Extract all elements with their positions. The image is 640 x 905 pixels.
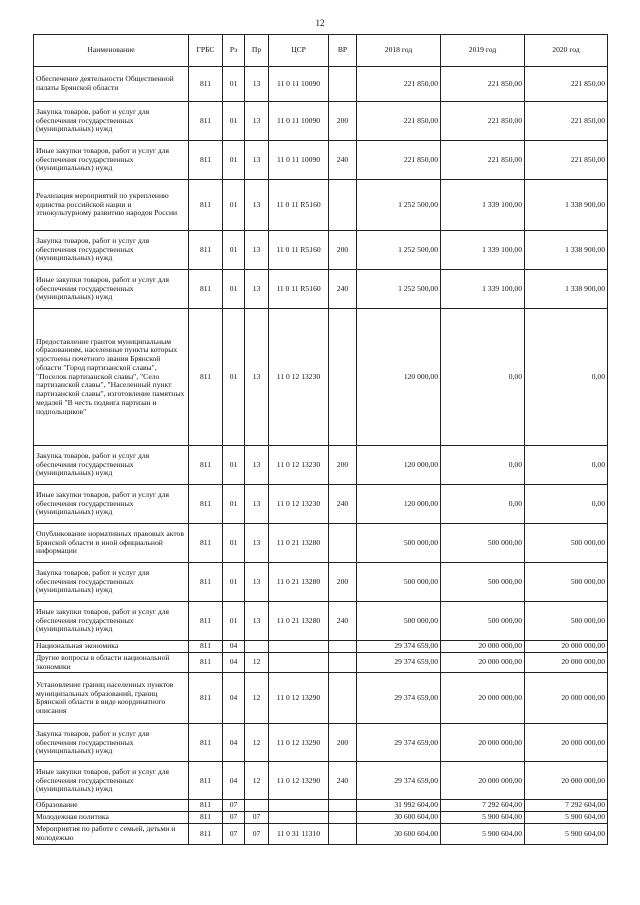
cell-vr <box>329 673 357 724</box>
cell-pr: 13 <box>245 231 269 270</box>
cell-csr <box>269 641 329 653</box>
cell-grbs: 811 <box>189 724 223 762</box>
table-row <box>34 231 608 270</box>
cell-rz: 01 <box>223 602 245 641</box>
cell-name: Другие вопросы в области национальной экономики <box>34 653 189 673</box>
cell-2018: 31 992 604,00 <box>357 800 441 812</box>
cell-rz: 07 <box>223 800 245 812</box>
cell-2020: 7 292 604,00 <box>525 800 608 812</box>
cell-name: Иные закупки товаров, работ и услуг для обеспечения государственных (муниципальных) нужд <box>34 485 189 524</box>
cell-2020: 221 850,00 <box>525 102 608 141</box>
cell-grbs: 811 <box>189 823 223 844</box>
cell-2019: 1 339 100,00 <box>441 270 525 309</box>
cell-pr: 12 <box>245 724 269 762</box>
cell-2018: 29 374 659,00 <box>357 653 441 673</box>
cell-csr: 11 0 11 R5160 <box>269 231 329 270</box>
cell-2020: 1 338 900,00 <box>525 180 608 231</box>
cell-2019: 20 000 000,00 <box>441 762 525 800</box>
table-row <box>34 141 608 180</box>
table-row <box>34 102 608 141</box>
cell-pr <box>245 641 269 653</box>
cell-pr: 07 <box>245 812 269 824</box>
cell-csr: 11 0 12 13290 <box>269 724 329 762</box>
cell-2019: 7 292 604,00 <box>441 800 525 812</box>
cell-2018: 30 600 604,00 <box>357 812 441 824</box>
cell-pr <box>245 800 269 812</box>
cell-name: Национальная экономика <box>34 641 189 653</box>
cell-2020: 500 000,00 <box>525 602 608 641</box>
cell-2019: 1 339 100,00 <box>441 180 525 231</box>
cell-2019: 20 000 000,00 <box>441 673 525 724</box>
cell-csr: 11 0 21 13280 <box>269 524 329 563</box>
cell-2020: 1 338 900,00 <box>525 270 608 309</box>
table-row <box>34 180 608 231</box>
cell-2019: 20 000 000,00 <box>441 653 525 673</box>
cell-rz: 04 <box>223 724 245 762</box>
cell-2018: 30 600 604,00 <box>357 823 441 844</box>
cell-pr: 13 <box>245 485 269 524</box>
cell-vr: 240 <box>329 270 357 309</box>
table-row <box>34 673 608 724</box>
cell-2020: 221 850,00 <box>525 141 608 180</box>
cell-csr: 11 0 31 11310 <box>269 823 329 844</box>
cell-rz: 01 <box>223 563 245 602</box>
cell-2020: 0,00 <box>525 309 608 446</box>
cell-grbs: 811 <box>189 309 223 446</box>
cell-csr: 11 0 21 13280 <box>269 602 329 641</box>
budget-table <box>33 34 608 845</box>
cell-rz: 01 <box>223 524 245 563</box>
cell-rz: 01 <box>223 231 245 270</box>
cell-name: Молодежная политика <box>34 812 189 824</box>
cell-2020: 1 338 900,00 <box>525 231 608 270</box>
cell-pr: 12 <box>245 673 269 724</box>
table-row <box>34 485 608 524</box>
cell-grbs: 811 <box>189 563 223 602</box>
header-2018: 2018 год <box>357 35 441 67</box>
cell-name: Иные закупки товаров, работ и услуг для обеспечения государственных (муниципальных) нужд <box>34 602 189 641</box>
cell-2019: 500 000,00 <box>441 563 525 602</box>
cell-name: Предоставление грантов муниципальным образованиям, населенные пункты которых удостоены почетного звания Брянской области "Город партизанской славы", "Поселок партизанской славы", "Село партизанской славы", "Населенный пункт партизанской славы", изготовление памятных медалей "В честь подвига партизан и подпольщиков" <box>34 309 189 446</box>
cell-2019: 20 000 000,00 <box>441 724 525 762</box>
cell-rz: 07 <box>223 823 245 844</box>
cell-2018: 221 850,00 <box>357 102 441 141</box>
cell-2019: 221 850,00 <box>441 102 525 141</box>
cell-vr <box>329 309 357 446</box>
cell-grbs: 811 <box>189 231 223 270</box>
cell-grbs: 811 <box>189 800 223 812</box>
cell-pr: 07 <box>245 823 269 844</box>
table-row <box>34 724 608 762</box>
page-number: 12 <box>315 18 325 28</box>
header-2019: 2019 год <box>441 35 525 67</box>
table-header-row <box>34 35 608 67</box>
cell-name: Реализация мероприятий по укреплению единства российской нации и этнокультурному развитию народов России <box>34 180 189 231</box>
table-row <box>34 446 608 485</box>
cell-2018: 29 374 659,00 <box>357 641 441 653</box>
cell-2020: 0,00 <box>525 485 608 524</box>
cell-2018: 221 850,00 <box>357 67 441 102</box>
cell-rz: 01 <box>223 141 245 180</box>
table-row <box>34 641 608 653</box>
cell-vr <box>329 180 357 231</box>
header-pr: Пр <box>245 35 269 67</box>
cell-2019: 0,00 <box>441 446 525 485</box>
cell-csr: 11 0 12 13230 <box>269 485 329 524</box>
cell-2020: 0,00 <box>525 446 608 485</box>
cell-2018: 120 000,00 <box>357 309 441 446</box>
header-2020: 2020 год <box>525 35 608 67</box>
cell-vr: 200 <box>329 102 357 141</box>
cell-vr: 240 <box>329 141 357 180</box>
cell-csr: 11 0 11 R5160 <box>269 180 329 231</box>
cell-pr: 13 <box>245 446 269 485</box>
cell-2020: 20 000 000,00 <box>525 653 608 673</box>
cell-2020: 5 900 604,00 <box>525 823 608 844</box>
cell-2018: 1 252 500,00 <box>357 180 441 231</box>
cell-csr: 11 0 12 13290 <box>269 673 329 724</box>
cell-vr: 200 <box>329 231 357 270</box>
table-row <box>34 653 608 673</box>
cell-rz: 01 <box>223 270 245 309</box>
cell-vr: 240 <box>329 762 357 800</box>
cell-csr: 11 0 11 10090 <box>269 141 329 180</box>
cell-vr <box>329 812 357 824</box>
table-row <box>34 823 608 844</box>
cell-grbs: 811 <box>189 141 223 180</box>
cell-rz: 01 <box>223 485 245 524</box>
cell-name: Установление границ населенных пунктов муниципальных образований, границ Брянской области в виде координатного описания <box>34 673 189 724</box>
cell-2020: 20 000 000,00 <box>525 673 608 724</box>
cell-2019: 0,00 <box>441 485 525 524</box>
table-row <box>34 309 608 446</box>
cell-name: Закупка товаров, работ и услуг для обеспечения государственных (муниципальных) нужд <box>34 563 189 602</box>
cell-rz: 04 <box>223 653 245 673</box>
cell-name: Опубликование нормативных правовых актов Брянской области и иной официальной информации <box>34 524 189 563</box>
cell-2019: 5 900 604,00 <box>441 823 525 844</box>
table-row <box>34 602 608 641</box>
cell-grbs: 811 <box>189 653 223 673</box>
cell-2020: 5 900 604,00 <box>525 812 608 824</box>
cell-2019: 500 000,00 <box>441 602 525 641</box>
header-rz: Рз <box>223 35 245 67</box>
cell-grbs: 811 <box>189 673 223 724</box>
header-csr: ЦСР <box>269 35 329 67</box>
cell-2020: 20 000 000,00 <box>525 724 608 762</box>
cell-vr: 200 <box>329 724 357 762</box>
cell-grbs: 811 <box>189 67 223 102</box>
cell-pr: 13 <box>245 602 269 641</box>
cell-vr: 240 <box>329 485 357 524</box>
cell-pr: 12 <box>245 762 269 800</box>
cell-2020: 500 000,00 <box>525 563 608 602</box>
cell-2020: 20 000 000,00 <box>525 641 608 653</box>
cell-csr <box>269 812 329 824</box>
cell-pr: 13 <box>245 141 269 180</box>
cell-vr <box>329 823 357 844</box>
cell-pr: 13 <box>245 524 269 563</box>
cell-pr: 13 <box>245 180 269 231</box>
cell-grbs: 811 <box>189 524 223 563</box>
cell-pr: 13 <box>245 309 269 446</box>
cell-2020: 221 850,00 <box>525 67 608 102</box>
cell-grbs: 811 <box>189 270 223 309</box>
table-row <box>34 524 608 563</box>
cell-2018: 29 374 659,00 <box>357 762 441 800</box>
cell-2018: 120 000,00 <box>357 446 441 485</box>
cell-vr <box>329 641 357 653</box>
cell-grbs: 811 <box>189 180 223 231</box>
cell-vr: 240 <box>329 602 357 641</box>
cell-csr: 11 0 21 13280 <box>269 563 329 602</box>
header-name: Наименование <box>34 35 189 67</box>
table-row <box>34 812 608 824</box>
cell-pr: 13 <box>245 102 269 141</box>
cell-2018: 120 000,00 <box>357 485 441 524</box>
cell-csr: 11 0 11 10090 <box>269 67 329 102</box>
cell-csr <box>269 800 329 812</box>
cell-2018: 1 252 500,00 <box>357 231 441 270</box>
cell-vr: 200 <box>329 446 357 485</box>
table-row <box>34 800 608 812</box>
cell-csr: 11 0 12 13290 <box>269 762 329 800</box>
cell-rz: 07 <box>223 812 245 824</box>
cell-vr <box>329 653 357 673</box>
cell-2020: 20 000 000,00 <box>525 762 608 800</box>
cell-pr: 13 <box>245 563 269 602</box>
cell-2019: 221 850,00 <box>441 67 525 102</box>
cell-name: Обеспечение деятельности Общественной палаты Брянской области <box>34 67 189 102</box>
header-grbs: ГРБС <box>189 35 223 67</box>
cell-grbs: 811 <box>189 812 223 824</box>
cell-grbs: 811 <box>189 485 223 524</box>
cell-grbs: 811 <box>189 762 223 800</box>
cell-grbs: 811 <box>189 102 223 141</box>
cell-grbs: 811 <box>189 602 223 641</box>
cell-vr <box>329 67 357 102</box>
cell-name: Закупка товаров, работ и услуг для обеспечения государственных (муниципальных) нужд <box>34 724 189 762</box>
cell-2018: 500 000,00 <box>357 563 441 602</box>
cell-csr: 11 0 12 13230 <box>269 309 329 446</box>
cell-2019: 5 900 604,00 <box>441 812 525 824</box>
cell-2018: 221 850,00 <box>357 141 441 180</box>
cell-vr: 200 <box>329 563 357 602</box>
cell-csr: 11 0 12 13230 <box>269 446 329 485</box>
cell-name: Закупка товаров, работ и услуг для обеспечения государственных (муниципальных) нужд <box>34 231 189 270</box>
cell-rz: 04 <box>223 673 245 724</box>
cell-2019: 221 850,00 <box>441 141 525 180</box>
cell-name: Иные закупки товаров, работ и услуг для обеспечения государственных (муниципальных) нужд <box>34 141 189 180</box>
cell-2018: 1 252 500,00 <box>357 270 441 309</box>
table-row <box>34 563 608 602</box>
cell-2018: 500 000,00 <box>357 602 441 641</box>
cell-csr: 11 0 11 R5160 <box>269 270 329 309</box>
cell-2019: 1 339 100,00 <box>441 231 525 270</box>
cell-rz: 01 <box>223 102 245 141</box>
cell-rz: 01 <box>223 309 245 446</box>
cell-2018: 29 374 659,00 <box>357 673 441 724</box>
cell-name: Закупка товаров, работ и услуг для обеспечения государственных (муниципальных) нужд <box>34 446 189 485</box>
cell-2020: 500 000,00 <box>525 524 608 563</box>
cell-2019: 0,00 <box>441 309 525 446</box>
cell-pr: 13 <box>245 67 269 102</box>
cell-rz: 04 <box>223 641 245 653</box>
cell-name: Закупка товаров, работ и услуг для обеспечения государственных (муниципальных) нужд <box>34 102 189 141</box>
cell-grbs: 811 <box>189 641 223 653</box>
cell-rz: 04 <box>223 762 245 800</box>
cell-rz: 01 <box>223 180 245 231</box>
header-vr: ВР <box>329 35 357 67</box>
cell-2019: 20 000 000,00 <box>441 641 525 653</box>
cell-rz: 01 <box>223 446 245 485</box>
table-row <box>34 67 608 102</box>
cell-csr <box>269 653 329 673</box>
cell-pr: 12 <box>245 653 269 673</box>
cell-name: Иные закупки товаров, работ и услуг для обеспечения государственных (муниципальных) нужд <box>34 270 189 309</box>
cell-2019: 500 000,00 <box>441 524 525 563</box>
cell-name: Образование <box>34 800 189 812</box>
cell-vr <box>329 524 357 563</box>
cell-name: Мероприятия по работе с семьей, детьми и молодежью <box>34 823 189 844</box>
cell-rz: 01 <box>223 67 245 102</box>
table-row <box>34 762 608 800</box>
table-row <box>34 270 608 309</box>
cell-grbs: 811 <box>189 446 223 485</box>
cell-csr: 11 0 11 10090 <box>269 102 329 141</box>
cell-2018: 29 374 659,00 <box>357 724 441 762</box>
cell-name: Иные закупки товаров, работ и услуг для обеспечения государственных (муниципальных) нужд <box>34 762 189 800</box>
cell-2018: 500 000,00 <box>357 524 441 563</box>
cell-pr: 13 <box>245 270 269 309</box>
cell-vr <box>329 800 357 812</box>
